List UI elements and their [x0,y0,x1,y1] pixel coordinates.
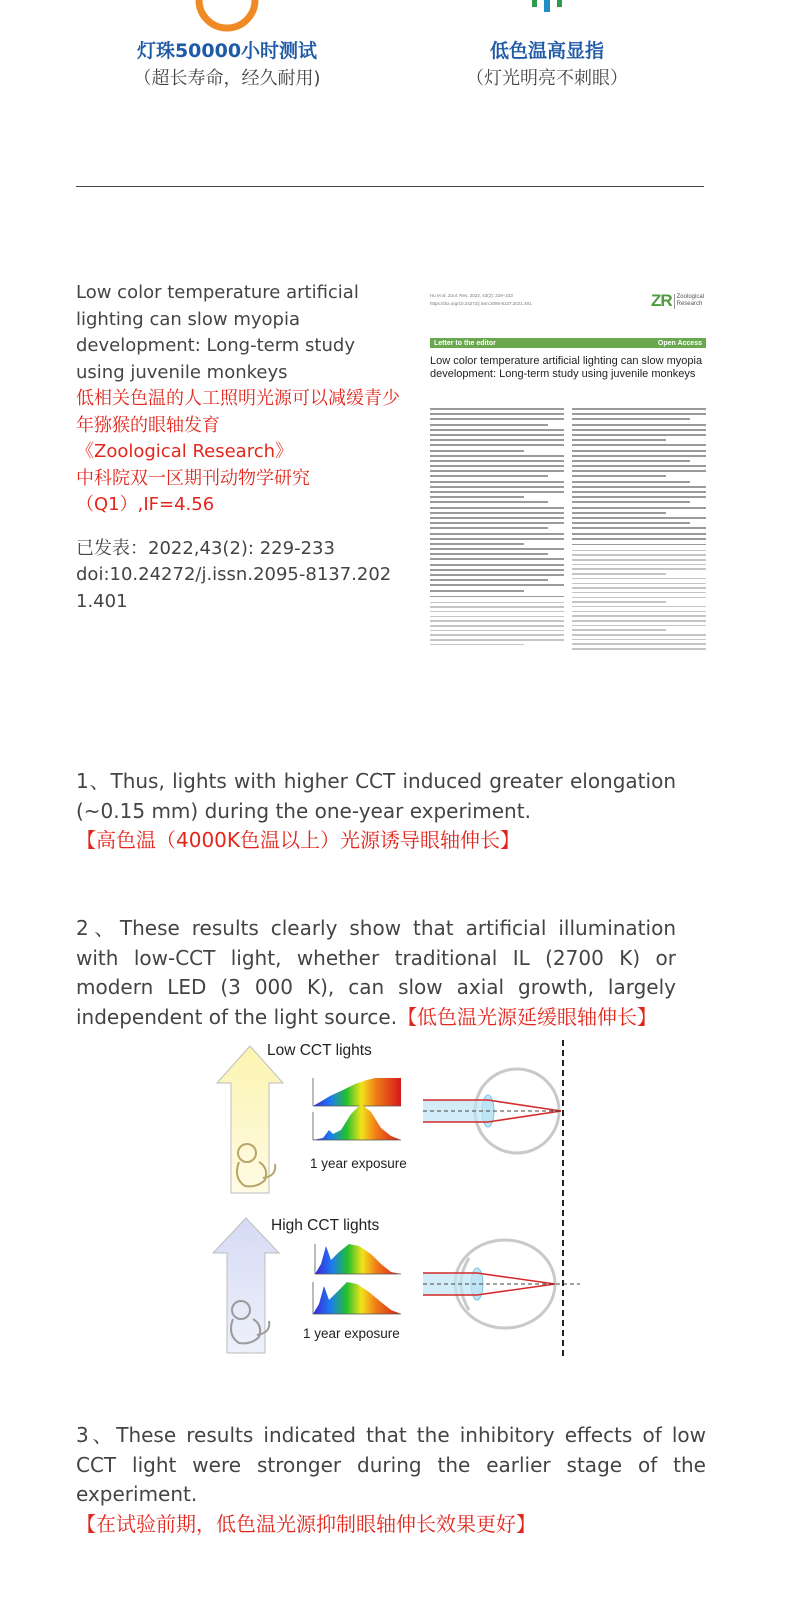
finding-text-en: 2、These results clearly show that artificial illumination with low-CCT light, whether traditional IL (2700 K) or modern LED (3 000 K), can slow axial growth, largely independent of the light source. [76,916,676,1029]
thumbnail-text-line [430,507,564,509]
thumbnail-text-line [572,496,706,498]
lamp-bead-icon [77,0,377,34]
thumbnail-text-line [572,550,706,552]
thumbnail-title: Low color temperature artificial lighting can slow myopia development: Long-term study using juvenile monkeys [430,355,703,380]
thumbnail-text-line [430,429,564,431]
thumbnail-text-line [572,606,706,608]
thumbnail-text-line [430,553,548,555]
thumbnail-text-line [572,615,706,617]
thumbnail-text-line [430,522,564,524]
finding-text-en: 1、Thus, lights with higher CCT induced greater elongation (~0.15 mm) during the one-year experiment. [76,769,676,823]
thumbnail-text-line [572,444,706,446]
thumbnail-text-line [572,568,706,570]
thumbnail-text-line [572,517,706,519]
thumbnail-text-line [430,569,564,571]
spectrum-chart-high-1 [315,1244,401,1274]
spectrum-chart-low-2 [313,1104,401,1140]
thumbnail-text-line [572,429,706,431]
thumbnail-text-line [572,434,706,436]
thumbnail-text-line [430,630,564,632]
thumbnail-text-line [430,450,524,452]
thumbnail-text-line [572,418,690,420]
finding-3 [76,1421,706,1539]
thumbnail-text-line [572,481,690,483]
thumbnail-text-line [572,554,706,556]
thumbnail-text-line [430,517,564,519]
thumbnail-text-line [572,544,706,545]
thumbnail-text-line [430,602,564,604]
journal-logo-text: Zoological Research [676,294,704,307]
thumbnail-text-line [572,491,706,493]
paper-doi: doi:10.24272/j.issn.2095-8137.2021.401 [76,564,392,612]
thumbnail-text-line [430,512,564,514]
thumbnail-text-line [572,424,706,426]
thumbnail-text-line [430,496,524,498]
thumbnail-text-line [572,625,706,627]
thumbnail-text-line [572,475,666,477]
thumbnail-text-line [572,629,666,631]
journal-logo [651,292,704,310]
feature-title: 低色温高显指 [489,40,604,62]
eye-diagram-high [423,1240,580,1328]
thumbnail-text-line [572,512,666,514]
thumbnail-text-line [430,413,564,415]
thumbnail-text-line [572,450,706,452]
thumbnail-text-line [430,543,524,545]
thumbnail-text-line [430,574,564,576]
feature-lamp-life [77,0,377,94]
thumbnail-text-line [572,501,690,503]
finding-text-cn: 【在试验前期，低色温光源抑制眼轴伸长效果更好】 [76,1511,536,1536]
thumbnail-text-line [572,527,706,529]
thumbnail-text-line [572,538,706,540]
thumbnail-text-line [430,639,564,641]
thumbnail-text-line [430,590,524,592]
thumbnail-text-line [430,625,564,627]
thumbnail-text-line [572,439,666,441]
thumbnail-text-line [572,533,706,535]
thumbnail-text-line [430,455,564,457]
paper-ranking: 中科院双一区期刊动物学研究（Q1）,IF=4.56 [76,467,310,515]
thumbnail-text-line [430,424,548,426]
paper-title-en: Low color temperature artificial lighting can slow myopia development: Long-term study using juvenile monkeys [76,282,359,383]
thumbnail-text-line [572,587,706,589]
finding-text-cn: 【高色温（4000K色温以上）光源诱导眼轴伸长】 [76,828,521,852]
thumbnail-text-line [572,486,706,488]
thumbnail-section-label: Letter to the editor [434,339,496,347]
feature-low-cct [397,0,697,94]
thumbnail-text-line [572,648,706,650]
thumbnail-text-line [430,501,548,503]
thumbnail-body-column [430,408,564,670]
thumbnail-text-line [572,559,706,561]
thumbnail-text-line [572,639,706,641]
thumbnail-text-line [572,601,666,603]
thumbnail-text-line [572,578,706,580]
eye-diagram-low [423,1069,561,1153]
thumbnail-text-line [430,470,564,472]
low-cct-caption: 1 year exposure [310,1156,407,1171]
thumbnail-section-bar [430,338,706,348]
thumbnail-text-line [430,579,548,581]
thumbnail-text-line [430,611,564,613]
thumbnail-text-line [572,465,706,467]
thumbnail-text-line [430,606,564,608]
thumbnail-text-line [572,507,706,509]
thumbnail-text-line [572,597,706,599]
thumbnail-text-line [430,460,564,462]
thumbnail-text-line [430,444,564,446]
thumbnail-text-line [572,583,706,585]
thumbnail-text-line [430,538,564,540]
thumbnail-text-line [572,620,706,622]
thumbnail-citation: Hu et al. Zool. Res. 2022, 43(2): 229−233 https://doi.org/10.24272/j.issn.2095-8137.2021.401 [430,293,532,306]
thumbnail-text-line [430,644,524,646]
spectrum-chart-high-2 [313,1282,401,1314]
paper-thumbnail [430,290,706,678]
thumbnail-text-line [572,460,690,462]
thumbnail-text-line [572,634,706,636]
high-cct-heading: High CCT lights [271,1217,380,1234]
paper-info [76,280,402,615]
thumbnail-text-line [430,434,564,436]
thumbnail-text-line [430,616,564,618]
thumbnail-text-line [430,465,564,467]
thumbnail-text-line [430,475,548,477]
thumbnail-text-line [572,522,690,524]
color-index-icon [397,0,697,34]
thumbnail-text-line [572,564,706,566]
thumbnail-text-line [572,611,706,613]
thumbnail-text-line [430,481,564,483]
thumbnail-text-line [430,491,564,493]
thumbnail-text-line [430,596,564,597]
paper-title-cn: 低相关色温的人工照明光源可以减缓青少年猕猴的眼轴发育 [76,388,400,436]
feature-title: 灯珠50000小时测试 [136,40,318,62]
thumbnail-text-line [430,634,564,636]
journal-logo-mark: ZR [650,291,672,310]
thumbnail-access-label: Open Access [657,339,702,347]
feature-subtitle: （超长寿命，经久耐用) [133,68,321,89]
thumbnail-text-line [572,413,706,415]
thumbnail-text-line [430,439,564,441]
thumbnail-body-column [572,408,706,670]
thumbnail-text-line [572,408,706,410]
feature-subtitle: （灯光明亮不刺眼） [466,68,628,89]
thumbnail-text-line [572,470,706,472]
finding-1 [76,767,676,856]
paper-journal: 《Zoological Research》 [76,441,294,462]
thumbnail-text-line [430,564,564,566]
thumbnail-text-line [572,643,706,645]
high-cct-caption: 1 year exposure [303,1326,400,1341]
thumbnail-text-line [430,533,564,535]
thumbnail-text-line [430,548,564,550]
thumbnail-text-line [430,486,564,488]
paper-published: 已发表：2022,43(2): 229-233 [76,537,335,559]
thumbnail-text-line [430,620,564,622]
thumbnail-text-line [572,455,706,457]
thumbnail-text-line [572,592,706,594]
spectrum-chart-low-1 [313,1078,401,1106]
section-divider [76,186,704,187]
thumbnail-text-line [430,558,564,560]
low-cct-heading: Low CCT lights [267,1042,372,1059]
finding-text-en: 3、These results indicated that the inhibitory effects of low CCT light were stronger during the earlier stage of the experiment. [76,1423,706,1506]
thumbnail-text-line [430,408,564,410]
thumbnail-text-line [430,418,564,420]
thumbnail-text-line [572,573,666,575]
thumbnail-text-line [430,527,548,529]
cct-diagram [205,1038,585,1358]
finding-2 [76,914,676,1032]
thumbnail-text-line [430,584,564,586]
finding-text-cn: 【低色温光源延缓眼轴伸长】 [397,1004,658,1029]
